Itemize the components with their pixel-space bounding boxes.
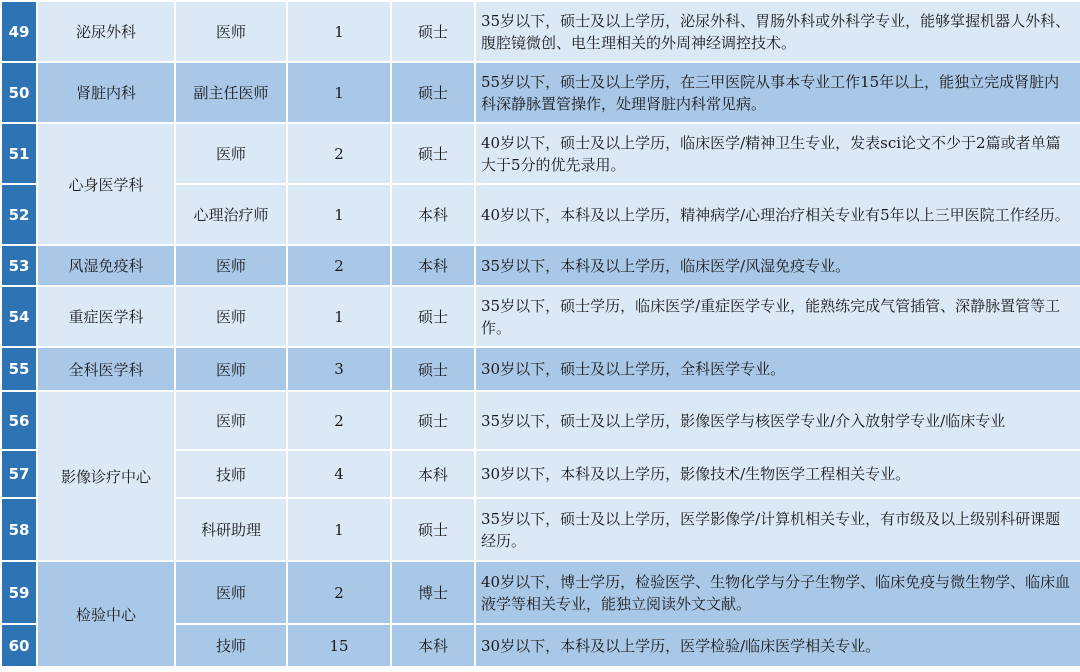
department-cell: 心身医学科: [37, 123, 175, 245]
department-cell: 肾脏内科: [37, 62, 175, 123]
position-cell: 技师: [175, 450, 287, 498]
requirement-cell: 35岁以下，硕士及以上学历，影像医学与核医学专业/介入放射学专业/临床专业: [475, 391, 1080, 450]
department-cell: 全科医学科: [37, 347, 175, 391]
department-cell: 风湿免疫科: [37, 245, 175, 286]
row-number: 56: [1, 391, 37, 450]
degree-cell: 本科: [391, 624, 475, 667]
row-number: 50: [1, 62, 37, 123]
requirement-cell: 30岁以下，本科及以上学历，影像技术/生物医学工程相关专业。: [475, 450, 1080, 498]
row-number: 59: [1, 561, 37, 624]
degree-cell: 本科: [391, 450, 475, 498]
degree-cell: 硕士: [391, 123, 475, 184]
table-row: [1, 347, 1080, 391]
row-number: 52: [1, 184, 37, 245]
table-row: [1, 286, 1080, 347]
degree-cell: 硕士: [391, 347, 475, 391]
row-number: 55: [1, 347, 37, 391]
headcount-cell: 1: [287, 1, 391, 62]
degree-cell: 硕士: [391, 1, 475, 62]
table-row: [1, 245, 1080, 286]
row-number: 54: [1, 286, 37, 347]
headcount-cell: 2: [287, 561, 391, 624]
position-cell: 医师: [175, 391, 287, 450]
headcount-cell: 1: [287, 498, 391, 561]
headcount-cell: 4: [287, 450, 391, 498]
requirement-cell: 40岁以下，硕士及以上学历，临床医学/精神卫生专业，发表sci论文不少于2篇或者单篇大于5分的优先录用。: [475, 123, 1080, 184]
degree-cell: 博士: [391, 561, 475, 624]
headcount-cell: 2: [287, 391, 391, 450]
position-cell: 医师: [175, 245, 287, 286]
headcount-cell: 15: [287, 624, 391, 667]
position-cell: 医师: [175, 347, 287, 391]
requirement-cell: 40岁以下，博士学历，检验医学、生物化学与分子生物学、临床免疫与微生物学、临床血液学等相关专业，能独立阅读外文文献。: [475, 561, 1080, 624]
position-cell: 医师: [175, 1, 287, 62]
requirement-cell: 40岁以下，本科及以上学历，精神病学/心理治疗相关专业有5年以上三甲医院工作经历。: [475, 184, 1080, 245]
degree-cell: 本科: [391, 245, 475, 286]
position-cell: 医师: [175, 123, 287, 184]
position-cell: 医师: [175, 561, 287, 624]
requirement-cell: 35岁以下，硕士及以上学历，医学影像学/计算机相关专业，有市级及以上级别科研课题经历。: [475, 498, 1080, 561]
degree-cell: 本科: [391, 184, 475, 245]
degree-cell: 硕士: [391, 62, 475, 123]
table-row: [1, 62, 1080, 123]
position-cell: 副主任医师: [175, 62, 287, 123]
department-cell: 检验中心: [37, 561, 175, 667]
requirement-cell: 30岁以下，硕士及以上学历，全科医学专业。: [475, 347, 1080, 391]
department-cell: 影像诊疗中心: [37, 391, 175, 561]
headcount-cell: 1: [287, 184, 391, 245]
table-row: [1, 123, 1080, 184]
degree-cell: 硕士: [391, 286, 475, 347]
table-row: [1, 561, 1080, 624]
row-number: 51: [1, 123, 37, 184]
row-number: 57: [1, 450, 37, 498]
requirement-cell: 35岁以下，硕士及以上学历，泌尿外科、胃肠外科或外科学专业，能够掌握机器人外科、腹腔镜微创、电生理相关的外周神经调控技术。: [475, 1, 1080, 62]
department-cell: 重症医学科: [37, 286, 175, 347]
row-number: 60: [1, 624, 37, 667]
position-cell: 心理治疗师: [175, 184, 287, 245]
row-number: 53: [1, 245, 37, 286]
degree-cell: 硕士: [391, 391, 475, 450]
table-row: [1, 391, 1080, 450]
headcount-cell: 3: [287, 347, 391, 391]
row-number: 58: [1, 498, 37, 561]
degree-cell: 硕士: [391, 498, 475, 561]
position-cell: 技师: [175, 624, 287, 667]
headcount-cell: 1: [287, 62, 391, 123]
requirement-cell: 35岁以下，硕士学历，临床医学/重症医学专业，能熟练完成气管插管、深静脉置管等工作。: [475, 286, 1080, 347]
requirement-cell: 30岁以下，本科及以上学历，医学检验/临床医学相关专业。: [475, 624, 1080, 667]
row-number: 49: [1, 1, 37, 62]
requirement-cell: 55岁以下，硕士及以上学历，在三甲医院从事本专业工作15年以上，能独立完成肾脏内科深静脉置管操作，处理肾脏内科常见病。: [475, 62, 1080, 123]
headcount-cell: 2: [287, 245, 391, 286]
position-cell: 医师: [175, 286, 287, 347]
table-row: [1, 1, 1080, 62]
headcount-cell: 2: [287, 123, 391, 184]
headcount-cell: 1: [287, 286, 391, 347]
position-cell: 科研助理: [175, 498, 287, 561]
department-cell: 泌尿外科: [37, 1, 175, 62]
requirement-cell: 35岁以下，本科及以上学历，临床医学/风湿免疫专业。: [475, 245, 1080, 286]
